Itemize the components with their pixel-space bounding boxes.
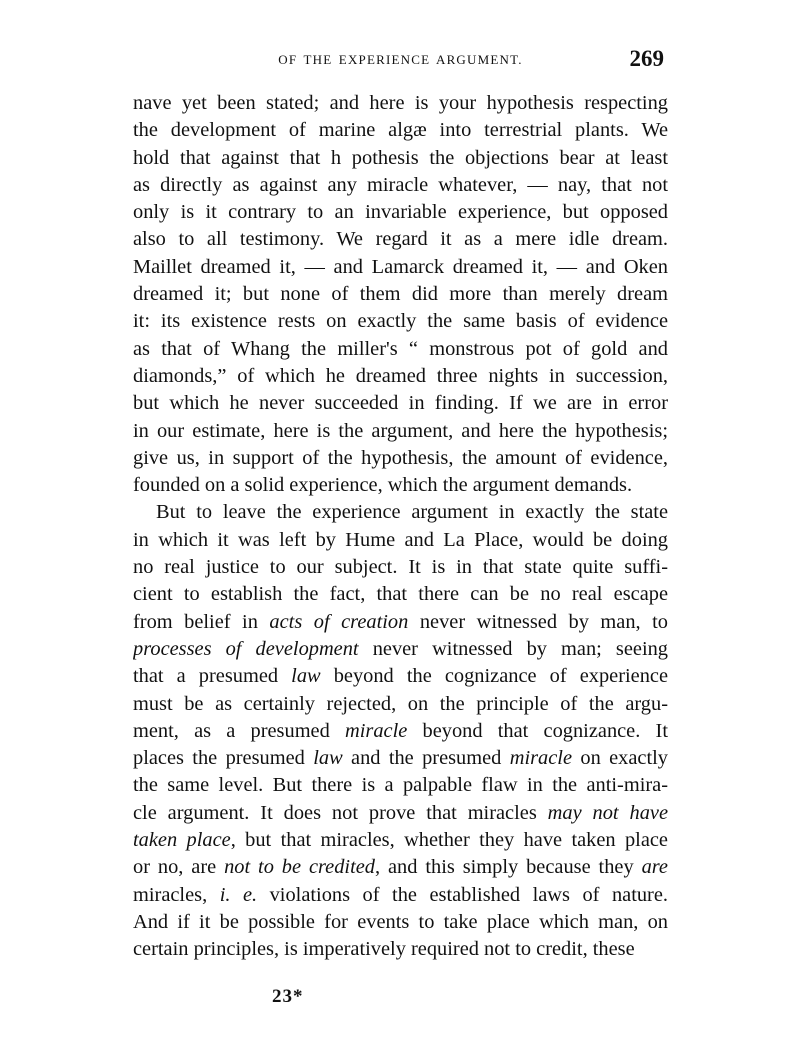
italic-text: law [291,665,321,688]
text-segment: that a presumed [133,665,292,688]
text-segment: And if it be possible for events to take place which man, on [133,910,668,933]
text-segment: and the presumed [342,747,510,770]
italic-text: are [641,856,668,879]
text-segment: the same level. But there is a palpable flaw in the anti-mira- [133,774,668,797]
text-line [133,117,668,144]
text-segment: ment, as a presumed [133,719,346,742]
text-segment: it: its existence rests on exactly the same basis of evidence [133,310,668,333]
text-segment: founded on a solid experience, which the argument demands. [133,474,633,497]
text-line [133,854,668,881]
text-segment: must be as certainly rejected, on the principle of the argu- [133,692,668,715]
text-segment: miracles, [133,883,220,906]
text-line [133,554,668,581]
text-line [133,800,668,827]
text-segment: as that of Whang the miller's “ monstrous pot of gold and [133,337,668,360]
text-segment: never witnessed by man, to [408,610,668,633]
text-line [133,281,668,308]
text-line [133,936,668,963]
text-segment: beyond that cognizance. It [407,719,668,742]
text-line [133,691,668,718]
text-line [133,172,668,199]
italic-text: i. e. [219,883,258,906]
text-segment: cient to establish the fact, that there can be no real escape [133,583,668,606]
text-line [133,308,668,335]
text-segment: beyond the cognizance of experience [320,665,668,688]
text-line [133,772,668,799]
text-line [133,199,668,226]
signature-mark: 23* [272,986,304,1007]
text-segment: or no, are [133,856,225,879]
italic-text: miracle [509,747,573,770]
text-segment: on exactly [572,747,668,770]
text-line [133,472,668,499]
text-line [133,226,668,253]
text-segment: Maillet dreamed it, — and Lamarck dreamed it, — and Oken [133,255,668,278]
text-line [133,145,668,172]
running-head [133,46,668,76]
italic-text: taken place [133,829,231,852]
text-segment: as directly as against any miracle whatever, — nay, that not [133,173,668,196]
italic-text: miracle [345,719,408,742]
text-line [133,581,668,608]
text-line [133,390,668,417]
page-number: 269 [629,46,664,71]
text-line [133,254,668,281]
text-line [133,827,668,854]
text-segment: never witnessed by man; seeing [358,637,668,660]
italic-text: acts of creation [269,610,409,633]
text-line [133,90,668,117]
text-segment: violations of the established laws of nature. [257,883,668,906]
text-line [133,718,668,745]
text-line [133,909,668,936]
text-line [133,363,668,390]
text-segment: nave yet been stated; and here is your hypothesis respecting [133,92,668,114]
text-segment: no real justice to our subject. It is in that state quite suffi- [133,556,668,579]
text-segment: but which he never succeeded in finding. If we are in error [133,392,668,415]
text-segment: also to all testimony. We regard it as a mere idle dream. [133,228,668,251]
text-segment: hold that against that h pothesis the objections bear at least [133,146,668,169]
text-segment: But to leave the experience argument in exactly the state [156,501,668,524]
text-segment: diamonds,” of which he dreamed three nights in succession, [133,364,668,387]
text-segment: places the presumed [133,747,314,770]
text-line [133,636,668,663]
text-line [133,663,668,690]
italic-text: law [313,747,343,770]
text-segment: in which it was left by Hume and La Place, would be doing [133,528,668,551]
text-line [133,418,668,445]
body-text [133,90,668,964]
text-segment: the development of marine algæ into terrestrial plants. We [133,119,668,142]
text-segment: only is it contrary to an invariable experience, but opposed [133,201,668,224]
text-line [133,882,668,909]
text-line [133,499,668,526]
text-line [133,609,668,636]
text-segment: dreamed it; but none of them did more than merely dream [133,283,668,306]
text-segment: certain principles, is imperatively required not to credit, these [133,938,635,961]
running-title: OF THE EXPERIENCE ARGUMENT. [278,52,523,67]
text-line [133,745,668,772]
italic-text: processes of development [133,637,359,660]
italic-text: may not have [547,801,668,824]
text-segment: cle argument. It does not prove that miracles [133,801,548,824]
text-segment: in our estimate, here is the argument, and here the hypothesis; [133,419,668,442]
text-segment: from belief in [133,610,270,633]
text-segment: , but that miracles, whether they have taken place [230,829,668,852]
text-segment: , and this simply because they [375,856,642,879]
text-line [133,445,668,472]
italic-text: not to be credited [224,856,375,879]
text-line [133,336,668,363]
text-segment: give us, in support of the hypothesis, the amount of evidence, [133,446,668,469]
text-line [133,527,668,554]
